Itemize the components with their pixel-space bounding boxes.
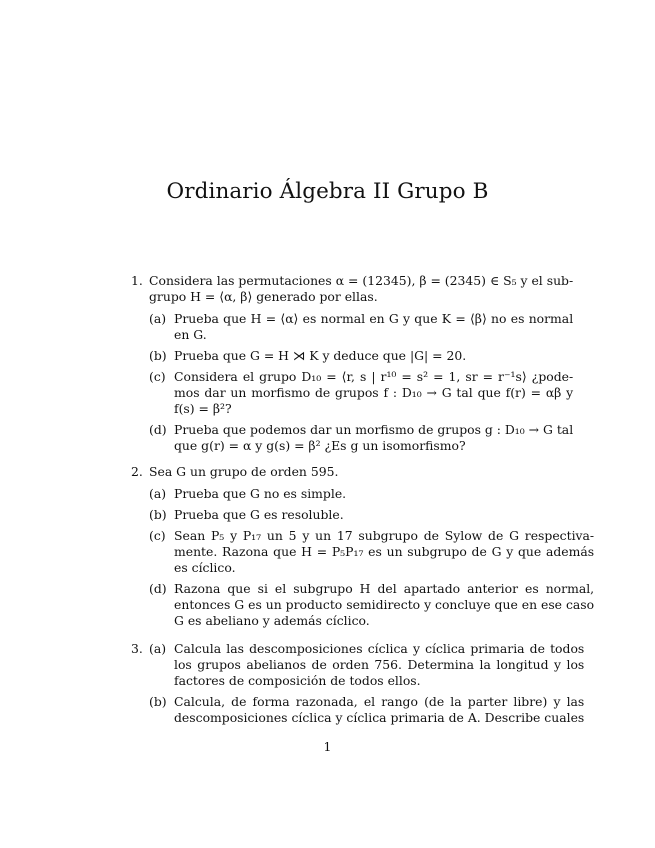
sub-question	[149, 641, 584, 689]
sub-question-line: G es abeliano y además cíclico.	[174, 613, 370, 628]
sub-question-line: mente. Razona que H = P₅P₁₇ es un subgrupo de G y que además	[174, 544, 595, 559]
sub-question	[149, 581, 594, 629]
question-intro-line: grupo H = ⟨α, β⟩ generado por ellas.	[149, 289, 378, 304]
sub-question-line: Sean P₅ y P₁₇ un 5 y un 17 subgrupo de Sylow de G respectiva-	[174, 528, 595, 543]
question-intro-line: Sea G un grupo de orden 595.	[149, 464, 339, 479]
sub-question-label: (b)	[149, 507, 167, 522]
sub-question-label: (a)	[149, 311, 167, 326]
sub-question-label: (c)	[149, 369, 166, 384]
sub-question	[149, 507, 594, 523]
sub-question-label: (d)	[149, 422, 167, 437]
question-number: 1.	[131, 273, 143, 288]
question-number: 2.	[131, 464, 143, 479]
sub-question-label: (b)	[149, 694, 167, 709]
sub-question	[149, 694, 584, 726]
sub-question-line: f(s) = β²?	[174, 401, 232, 416]
sub-question-line: Prueba que podemos dar un morfismo de grupos g : D₁₀ → G tal	[174, 422, 574, 437]
question-intro-line: Considera las permutaciones α = (12345), β = (2345) ∈ S₅ y el sub-	[149, 273, 574, 288]
sub-question-label: (a)	[149, 486, 167, 501]
sub-question-label: (b)	[149, 348, 167, 363]
sub-question-line: es cíclico.	[174, 560, 236, 575]
sub-question-label: (d)	[149, 581, 167, 596]
sub-question-line: Considera el grupo D₁₀ = ⟨r, s | r¹⁰ = s² = 1, sr = r⁻¹s⟩ ¿pode-	[174, 369, 574, 384]
sub-question-line: Calcula, de forma razonada, el rango (de la parter libre) y las	[174, 694, 585, 709]
sub-question-line: Prueba que G no es simple.	[174, 486, 347, 501]
sub-question-line: los grupos abelianos de orden 756. Determina la longitud y los	[174, 657, 585, 672]
sub-question	[149, 311, 573, 343]
question-2	[131, 464, 595, 629]
question-3	[131, 641, 585, 726]
sub-question	[149, 422, 573, 454]
question-1	[131, 273, 574, 454]
sub-question	[149, 369, 573, 417]
sub-question-label: (a)	[149, 641, 167, 656]
sub-question-line: Calcula las descomposiciones cíclica y cíclica primaria de todos	[174, 641, 585, 656]
question-number: 3.	[131, 641, 143, 656]
sub-question	[149, 348, 573, 364]
sub-question-line: factores de composición de todos ellos.	[174, 673, 421, 688]
sub-question-line: Razona que si el subgrupo H del apartado anterior es normal,	[174, 581, 595, 596]
sub-question-line: entonces G es un producto semidirecto y concluye que en ese caso	[174, 597, 595, 612]
sub-question-line: mos dar un morfismo de grupos f : D₁₀ → G tal que f(r) = αβ y	[174, 385, 574, 400]
sub-question-line: Prueba que G es resoluble.	[174, 507, 344, 522]
sub-question-line: en G.	[174, 327, 207, 342]
sub-question-line: Prueba que H = ⟨α⟩ es normal en G y que K = ⟨β⟩ no es normal	[174, 311, 574, 326]
sub-question-line: que g(r) = α y g(s) = β² ¿Es g un isomorfismo?	[174, 438, 466, 453]
sub-question-line: Prueba que G = H ⋊ K y deduce que |G| = 20.	[174, 348, 467, 363]
sub-question-line: descomposiciones cíclica y cíclica primaria de A. Describe cuales	[174, 710, 585, 725]
sub-question	[149, 528, 594, 576]
page-number: 1	[323, 739, 332, 754]
document-title: Ordinario Álgebra II Grupo B	[166, 179, 489, 204]
sub-question-label: (c)	[149, 528, 166, 543]
sub-question	[149, 486, 594, 502]
